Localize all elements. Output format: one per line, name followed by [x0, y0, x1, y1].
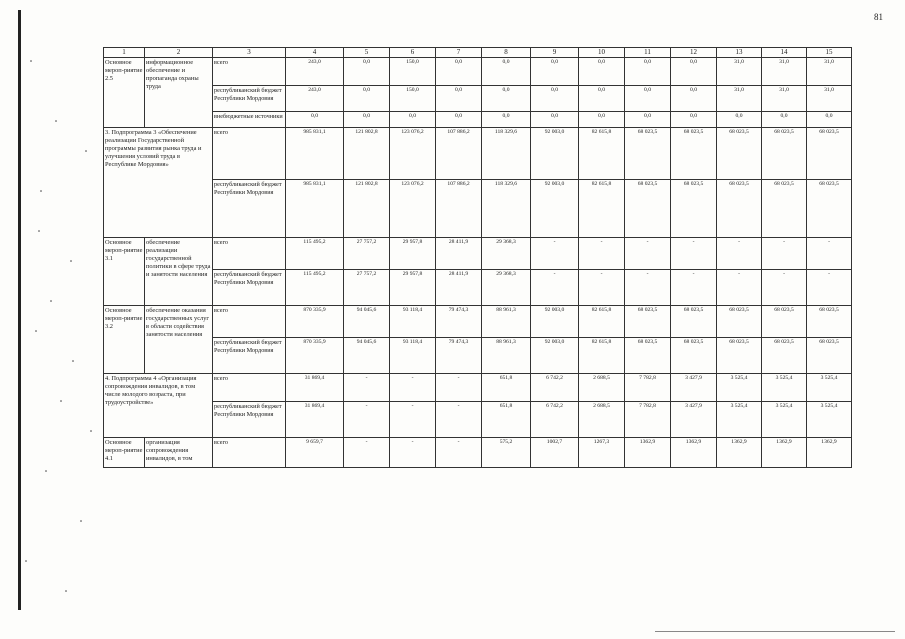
amount-cell: 29 368,3 [482, 270, 531, 306]
amount-cell: 79 474,3 [436, 306, 482, 338]
amount-cell: 3 525,4 [762, 374, 807, 402]
header-cell: 13 [717, 48, 762, 58]
amount-cell: - [762, 270, 807, 306]
amount-cell: 121 802,8 [344, 180, 390, 238]
funding-source-cell: внебюджетные источники [213, 112, 286, 128]
amount-cell: 0,0 [671, 112, 717, 128]
amount-cell: 27 757,2 [344, 270, 390, 306]
amount-cell: 68 023,5 [671, 128, 717, 180]
header-row [104, 48, 852, 58]
amount-cell: - [531, 238, 579, 270]
scan-speckle [70, 260, 72, 262]
amount-cell: 115 495,2 [286, 238, 344, 270]
amount-cell: 68 023,5 [807, 128, 852, 180]
amount-cell: 3 525,4 [717, 374, 762, 402]
amount-cell: 0,0 [625, 58, 671, 86]
amount-cell: 68 023,5 [625, 338, 671, 374]
amount-cell: 79 474,3 [436, 338, 482, 374]
scan-speckle [60, 400, 62, 402]
amount-cell: 1002,7 [531, 438, 579, 468]
funding-source-cell: республиканский бюджет Республики Мордовия [213, 86, 286, 112]
amount-cell: - [717, 238, 762, 270]
amount-cell: 870 335,9 [286, 338, 344, 374]
header-cell: 8 [482, 48, 531, 58]
page-number: 81 [874, 12, 883, 22]
amount-cell: 27 757,2 [344, 238, 390, 270]
table-row [104, 128, 852, 180]
amount-cell: 118 329,6 [482, 180, 531, 238]
table-row [104, 438, 852, 468]
amount-cell: - [436, 438, 482, 468]
amount-cell: 0,0 [436, 58, 482, 86]
amount-cell: 3 525,4 [807, 402, 852, 438]
amount-cell: 0,0 [625, 86, 671, 112]
amount-cell: 29 368,3 [482, 238, 531, 270]
amount-cell: 68 023,5 [717, 338, 762, 374]
amount-cell: 28 411,9 [436, 270, 482, 306]
amount-cell: - [671, 270, 717, 306]
amount-cell: - [807, 270, 852, 306]
amount-cell: - [625, 238, 671, 270]
amount-cell: - [671, 238, 717, 270]
funding-source-cell: всего [213, 58, 286, 86]
amount-cell: 31,0 [717, 58, 762, 86]
amount-cell: 7 782,8 [625, 402, 671, 438]
amount-cell: 0,0 [344, 86, 390, 112]
amount-cell: 0,0 [717, 112, 762, 128]
amount-cell: 0,0 [436, 86, 482, 112]
amount-cell: 6 742,2 [531, 402, 579, 438]
subprogram-name-cell: 4. Подпрограмма 4 «Организация сопровождения инвалидов, в том числе молодого возраста, при трудоустройстве» [104, 374, 213, 438]
funding-source-cell: всего [213, 438, 286, 468]
funding-source-cell: всего [213, 128, 286, 180]
amount-cell: 0,0 [482, 58, 531, 86]
table-row [104, 338, 852, 374]
header-cell: 12 [671, 48, 717, 58]
table-row [104, 58, 852, 86]
amount-cell: 68 023,5 [717, 180, 762, 238]
amount-cell: 68 023,5 [671, 180, 717, 238]
amount-cell: 0,0 [531, 86, 579, 112]
measure-code-cell: Основное мероп-риятие 3.1 [104, 238, 145, 306]
amount-cell: 123 076,2 [390, 128, 436, 180]
amount-cell: 870 335,9 [286, 306, 344, 338]
measure-code-cell: Основное мероп-риятие 4.1 [104, 438, 145, 468]
table-row [104, 374, 852, 402]
amount-cell: 68 023,5 [625, 128, 671, 180]
amount-cell: 28 411,9 [436, 238, 482, 270]
amount-cell: 68 023,5 [762, 128, 807, 180]
measure-code-cell: Основное мероп-риятие 3.2 [104, 306, 145, 374]
funding-source-cell: всего [213, 306, 286, 338]
amount-cell: 107 886,2 [436, 128, 482, 180]
table-row [104, 112, 852, 128]
amount-cell: 243,0 [286, 86, 344, 112]
header-cell: 4 [286, 48, 344, 58]
amount-cell: 92 003,0 [531, 338, 579, 374]
amount-cell: 0,0 [625, 112, 671, 128]
amount-cell: 68 023,5 [625, 180, 671, 238]
scan-speckle [90, 430, 92, 432]
amount-cell: 68 023,5 [762, 338, 807, 374]
amount-cell: 68 023,5 [762, 306, 807, 338]
amount-cell: 9 659,7 [286, 438, 344, 468]
amount-cell: 68 023,5 [807, 306, 852, 338]
amount-cell: 68 023,5 [807, 180, 852, 238]
table-row [104, 180, 852, 238]
amount-cell: 1362,9 [807, 438, 852, 468]
scan-speckle [38, 230, 40, 232]
amount-cell: - [717, 270, 762, 306]
table-row [104, 86, 852, 112]
header-cell: 2 [145, 48, 213, 58]
amount-cell: 0,0 [579, 86, 625, 112]
amount-cell: 94 045,6 [344, 306, 390, 338]
amount-cell: 31,0 [762, 58, 807, 86]
amount-cell: 575,2 [482, 438, 531, 468]
amount-cell: 150,0 [390, 86, 436, 112]
amount-cell: 31,0 [717, 86, 762, 112]
funding-source-cell: республиканский бюджет Республики Мордовия [213, 270, 286, 306]
amount-cell: - [762, 238, 807, 270]
amount-cell: 68 023,5 [671, 306, 717, 338]
amount-cell: 3 427,9 [671, 402, 717, 438]
header-cell: 7 [436, 48, 482, 58]
amount-cell: - [579, 270, 625, 306]
amount-cell: 150,0 [390, 58, 436, 86]
amount-cell: 1362,9 [717, 438, 762, 468]
amount-cell: - [807, 238, 852, 270]
header-cell: 6 [390, 48, 436, 58]
amount-cell: 68 023,5 [625, 306, 671, 338]
amount-cell: 243,0 [286, 58, 344, 86]
scan-speckle [85, 150, 87, 152]
amount-cell: 107 886,2 [436, 180, 482, 238]
amount-cell: 0,0 [671, 86, 717, 112]
measure-code-cell: Основное мероп-риятие 2.5 [104, 58, 145, 128]
amount-cell: 31 869,4 [286, 374, 344, 402]
amount-cell: - [579, 238, 625, 270]
amount-cell: - [436, 374, 482, 402]
amount-cell: 0,0 [436, 112, 482, 128]
amount-cell: - [531, 270, 579, 306]
amount-cell: 0,0 [482, 86, 531, 112]
funding-source-cell: всего [213, 374, 286, 402]
amount-cell: - [625, 270, 671, 306]
amount-cell: 2 688,5 [579, 402, 625, 438]
amount-cell: 121 802,8 [344, 128, 390, 180]
amount-cell: 68 023,5 [807, 338, 852, 374]
amount-cell: 68 023,5 [762, 180, 807, 238]
header-cell: 9 [531, 48, 579, 58]
amount-cell: 3 525,4 [807, 374, 852, 402]
subprogram-name-cell: 3. Подпрограмма 3 «Обеспечение реализации Государственной программы развития рынка труда и улучшения условий труда в Республике Мордовия» [104, 128, 213, 238]
amount-cell: 0,0 [579, 112, 625, 128]
header-cell: 3 [213, 48, 286, 58]
scan-speckle [65, 590, 67, 592]
amount-cell: 123 076,2 [390, 180, 436, 238]
amount-cell: 92 003,0 [531, 128, 579, 180]
amount-cell: 0,0 [671, 58, 717, 86]
table-row [104, 306, 852, 338]
scan-speckle [35, 330, 37, 332]
amount-cell: 82 615,8 [579, 180, 625, 238]
amount-cell: 3 525,4 [717, 402, 762, 438]
amount-cell: 0,0 [390, 112, 436, 128]
table-row [104, 270, 852, 306]
amount-cell: 94 045,6 [344, 338, 390, 374]
amount-cell: 0,0 [807, 112, 852, 128]
measure-name-cell: обеспечение реализации государственной политики в сфере труда и занятости населения [145, 238, 213, 306]
scan-edge-bar [18, 10, 21, 610]
amount-cell: 93 118,4 [390, 338, 436, 374]
amount-cell: - [390, 374, 436, 402]
amount-cell: 3 525,4 [762, 402, 807, 438]
amount-cell: 118 329,6 [482, 128, 531, 180]
amount-cell: 92 003,0 [531, 180, 579, 238]
table-row [104, 402, 852, 438]
amount-cell: 7 782,8 [625, 374, 671, 402]
amount-cell: 3 427,9 [671, 374, 717, 402]
header-cell: 5 [344, 48, 390, 58]
header-cell: 15 [807, 48, 852, 58]
amount-cell: 6 742,2 [531, 374, 579, 402]
scan-speckle [80, 520, 82, 522]
measure-name-cell: информационное обеспечение и пропаганда охраны труда [145, 58, 213, 128]
scan-bottom-line [655, 631, 895, 632]
amount-cell: 2 688,5 [579, 374, 625, 402]
measure-name-cell: обеспечение оказания государственных услуг в области содействия занятости населения [145, 306, 213, 374]
table-row [104, 238, 852, 270]
header-cell: 14 [762, 48, 807, 58]
amount-cell: 31,0 [762, 86, 807, 112]
amount-cell: 29 957,8 [390, 238, 436, 270]
amount-cell: 0,0 [482, 112, 531, 128]
amount-cell: - [390, 402, 436, 438]
amount-cell: 0,0 [579, 58, 625, 86]
amount-cell: 0,0 [531, 112, 579, 128]
amount-cell: 92 003,0 [531, 306, 579, 338]
amount-cell: 1267,3 [579, 438, 625, 468]
amount-cell: - [390, 438, 436, 468]
amount-cell: - [344, 374, 390, 402]
scan-speckle [25, 560, 27, 562]
scan-speckle [45, 470, 47, 472]
scan-speckle [72, 360, 74, 362]
amount-cell: 31 869,4 [286, 402, 344, 438]
amount-cell: - [344, 438, 390, 468]
scan-speckle [50, 300, 52, 302]
amount-cell: 1362,9 [625, 438, 671, 468]
scan-speckle [30, 60, 32, 62]
amount-cell: 82 615,8 [579, 306, 625, 338]
amount-cell: 1362,9 [762, 438, 807, 468]
measure-name-cell: организация сопровождения инвалидов, в том [145, 438, 213, 468]
amount-cell: - [344, 402, 390, 438]
amount-cell: 0,0 [344, 112, 390, 128]
amount-cell: 31,0 [807, 58, 852, 86]
amount-cell: 68 023,5 [717, 128, 762, 180]
amount-cell: 1362,9 [671, 438, 717, 468]
amount-cell: 82 615,8 [579, 128, 625, 180]
amount-cell: 115 495,2 [286, 270, 344, 306]
header-cell: 10 [579, 48, 625, 58]
amount-cell: 0,0 [344, 58, 390, 86]
amount-cell: 82 615,8 [579, 338, 625, 374]
amount-cell: 0,0 [762, 112, 807, 128]
funding-source-cell: всего [213, 238, 286, 270]
amount-cell: 88 961,3 [482, 338, 531, 374]
amount-cell: 29 957,8 [390, 270, 436, 306]
amount-cell: 651,8 [482, 374, 531, 402]
funding-source-cell: республиканский бюджет Республики Мордовия [213, 402, 286, 438]
header-cell: 11 [625, 48, 671, 58]
amount-cell: 68 023,5 [717, 306, 762, 338]
scan-speckle [40, 190, 42, 192]
scan-speckle [55, 120, 57, 122]
amount-cell: 0,0 [286, 112, 344, 128]
amount-cell: 93 118,4 [390, 306, 436, 338]
amount-cell: 985 831,1 [286, 128, 344, 180]
amount-cell: 651,8 [482, 402, 531, 438]
amount-cell: 68 023,5 [671, 338, 717, 374]
amount-cell: 88 961,3 [482, 306, 531, 338]
amount-cell: - [436, 402, 482, 438]
header-cell: 1 [104, 48, 145, 58]
funding-source-cell: республиканский бюджет Республики Мордовия [213, 338, 286, 374]
budget-table [103, 47, 852, 468]
amount-cell: 31,0 [807, 86, 852, 112]
amount-cell: 985 831,1 [286, 180, 344, 238]
amount-cell: 0,0 [531, 58, 579, 86]
funding-source-cell: республиканский бюджет Республики Мордовия [213, 180, 286, 238]
